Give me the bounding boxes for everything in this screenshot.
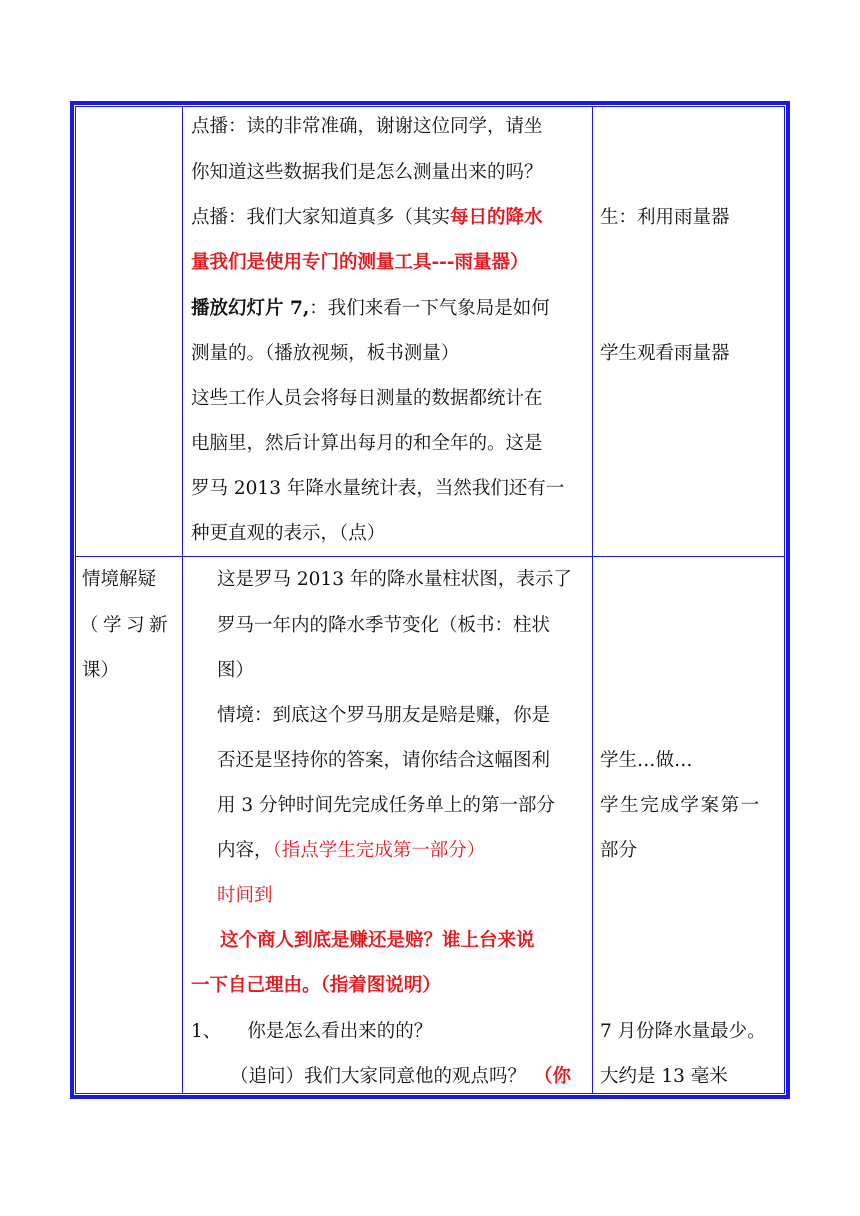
text-line: （学习新	[80, 615, 173, 636]
text-line: 测量的。（播放视频，板书测量）	[191, 343, 460, 364]
text-line: 课）	[82, 660, 120, 681]
highlight-text: （指点学生完成第一部分）	[272, 840, 486, 861]
text-line: 学生观看雨量器	[600, 343, 730, 364]
text-line: 否还是坚持你的答案，请你结合这幅图利	[217, 750, 551, 771]
text-line: 罗马一年内的降水季节变化（板书：柱状	[217, 615, 551, 636]
text-span: ：我们来看一下气象局是如何	[309, 298, 550, 319]
highlight-text: 一下自己理由。（指着图说明）	[191, 975, 441, 996]
text-line: 图）	[217, 660, 255, 681]
text-line: 你知道这些数据我们是怎么测量出来的吗？	[191, 162, 543, 183]
column-divider-right	[592, 106, 593, 1094]
highlight-text: 每日的降水	[450, 207, 543, 228]
text-line: 大约是 13 毫米	[600, 1066, 728, 1087]
text-line: 情境：到底这个罗马朋友是赔是赚，你是	[217, 705, 551, 726]
text-line	[191, 206, 543, 230]
column-divider-left	[182, 106, 183, 1094]
text-line	[191, 297, 550, 321]
highlight-text: 这个商人到底是赚还是赔？谁上台来说	[220, 930, 535, 951]
text-span: 点播：我们大家知道真多（其实	[191, 207, 451, 228]
text-line: 部分	[600, 840, 638, 861]
text-line: 生：利用雨量器	[600, 207, 730, 228]
highlight-text: （你	[534, 1066, 572, 1087]
highlight-text: 量我们是使用专门的测量工具---雨量器）	[191, 252, 529, 273]
bold-text: 播放幻灯片 7,	[191, 298, 310, 319]
text-line: 这些工作人员会将每日测量的数据都统计在	[191, 388, 543, 409]
text-line: 种更直观的表示，（点）	[191, 523, 386, 544]
text-line: 电脑里，然后计算出每月的和全年的。这是	[191, 433, 543, 454]
text-line: 学生完成学案第一	[600, 795, 761, 816]
text-line: 用 3 分钟时间先完成任务单上的第一部分	[217, 795, 556, 816]
text-line: 情境解疑	[82, 569, 157, 590]
text-line: 学生…做…	[600, 750, 693, 771]
text-line	[217, 839, 485, 863]
text-line: 7 月份降水量最少。	[600, 1021, 766, 1042]
text-span: 你是怎么看出来的的？	[247, 1021, 433, 1042]
text-line: 这是罗马 2013 年的降水量柱状图，表示了	[217, 569, 572, 590]
row-divider	[75, 556, 785, 557]
text-line: 点播：读的非常准确，谢谢这位同学，请坐	[191, 116, 543, 137]
text-line	[230, 1065, 571, 1089]
numbered-item	[191, 1020, 432, 1044]
text-span: （追问）我们大家同意他的观点吗？	[230, 1066, 527, 1087]
text-line: 罗马 2013 年降水量统计表，当然我们还有一	[191, 478, 565, 499]
text-span: 内容，	[217, 840, 273, 861]
highlight-text: 时间到	[217, 885, 273, 906]
item-number: 1、	[191, 1021, 222, 1042]
